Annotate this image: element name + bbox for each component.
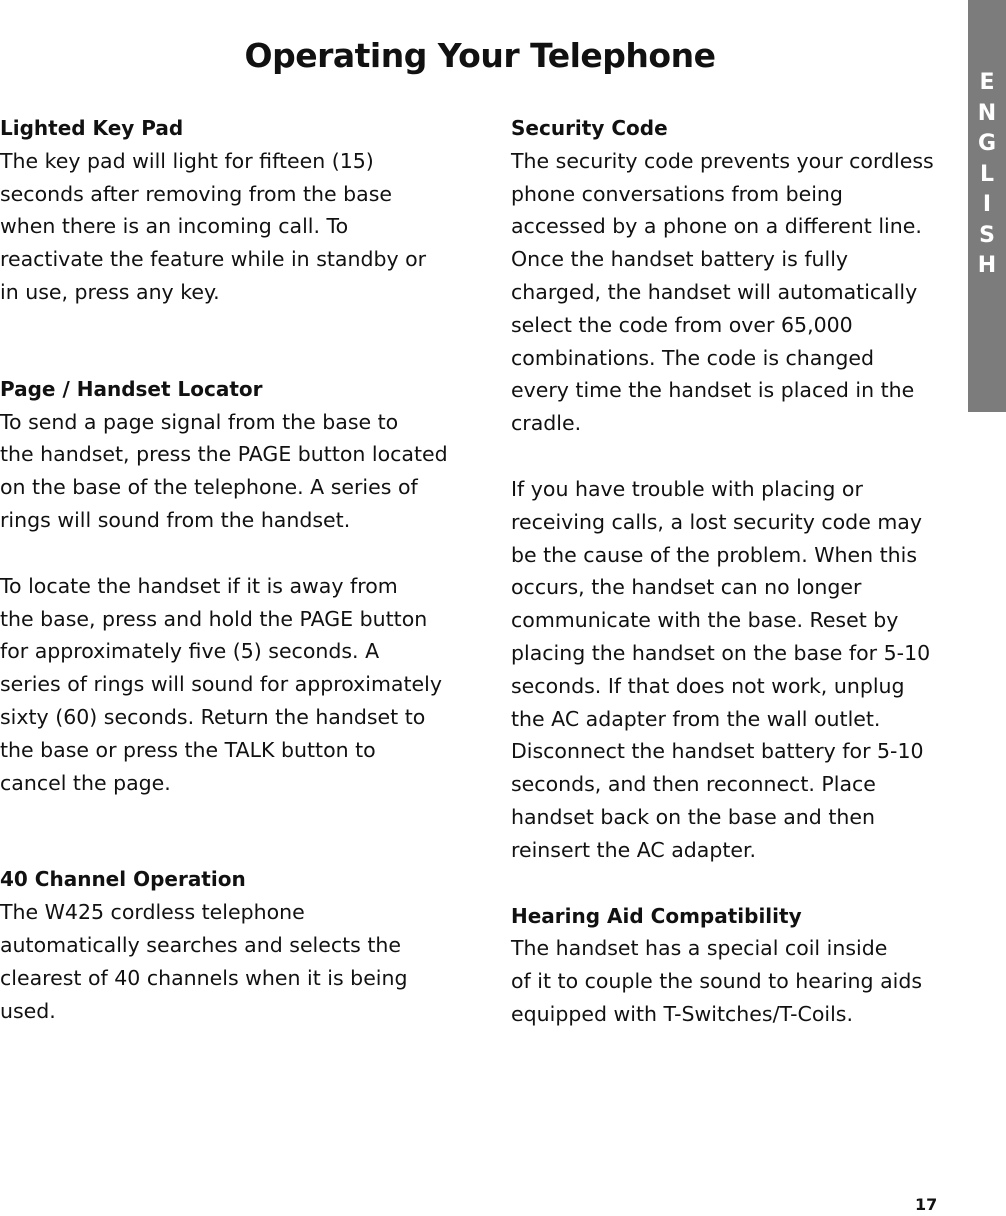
channel-operation-heading: 40 Channel Operation <box>0 867 246 892</box>
tab-letter: I <box>982 192 992 217</box>
tab-letter: H <box>977 253 997 278</box>
security-code-text-1: The security code prevents your cordless phone conversations from being accessed by a phone on a different line. Once the handset battery is fully charged, the handset will automatically select the code from over 65,000 combinations. The code is changed every time the handset is placed in the cradle. <box>511 148 934 436</box>
tab-letter: L <box>979 161 995 187</box>
lighted-keypad-text: The key pad will light for fifteen (15) seconds after removing from the base when there is an incoming call. To reactivate the feature while in standby or in use, press any key. <box>0 148 427 304</box>
channel-operation-text: The W425 cordless telephone automatically searches and selects the clearest of 40 channels when it is being used. <box>0 900 408 1023</box>
lighted-keypad-heading: Lighted Key Pad <box>0 116 184 140</box>
tab-letter: G <box>977 131 997 156</box>
right-column <box>511 112 961 1031</box>
page-locator-text-2: To locate the handset if it is away from the base, press and hold the PAGE button for approximately five (5) seconds. A series of rings will sound for approximately sixty (60) seconds. Return the handset to the base or press the TALK button to cancel the page. <box>0 573 442 795</box>
page-locator-text-1: To send a page signal from the base to the handset, press the PAGE button located on the base of the telephone. A series of rings will sound from the handset. <box>0 409 448 532</box>
page-locator-heading: Page / Handset Locator <box>0 376 263 401</box>
lighted-keypad-section <box>0 112 460 309</box>
hearing-aid-heading: Hearing Aid Compatibility <box>511 903 802 928</box>
tab-letter: E <box>979 70 995 95</box>
tab-letter: N <box>977 100 997 126</box>
hearing-aid-section <box>511 900 961 1031</box>
security-code-text-2: If you have trouble with placing or receiving calls, a lost security code may be the cause of the problem. When this occurs, the handset can no longer communicate with the base. Reset by placing the handset on the base for 5-10 seconds. If that does not work, unplug the AC adapter from the wall outlet. Disconnect the handset battery for 5-10 seconds, and then reconnect. Place handset back on the base and then reinsert the AC adapter. <box>511 476 931 862</box>
language-tab <box>968 0 1006 412</box>
security-code-section <box>511 112 961 867</box>
security-code-heading: Security Code <box>511 116 668 140</box>
channel-operation-section <box>0 863 460 1027</box>
left-column <box>0 112 460 1027</box>
page-number: 17 <box>915 1195 938 1214</box>
page-locator-section <box>0 373 460 800</box>
tab-letter: S <box>979 222 995 248</box>
page-title: Operating Your Telephone <box>244 36 716 75</box>
hearing-aid-text: The handset has a special coil inside of it to couple the sound to hearing aids equipped with T-Switches/T-Coils. <box>511 936 923 1026</box>
